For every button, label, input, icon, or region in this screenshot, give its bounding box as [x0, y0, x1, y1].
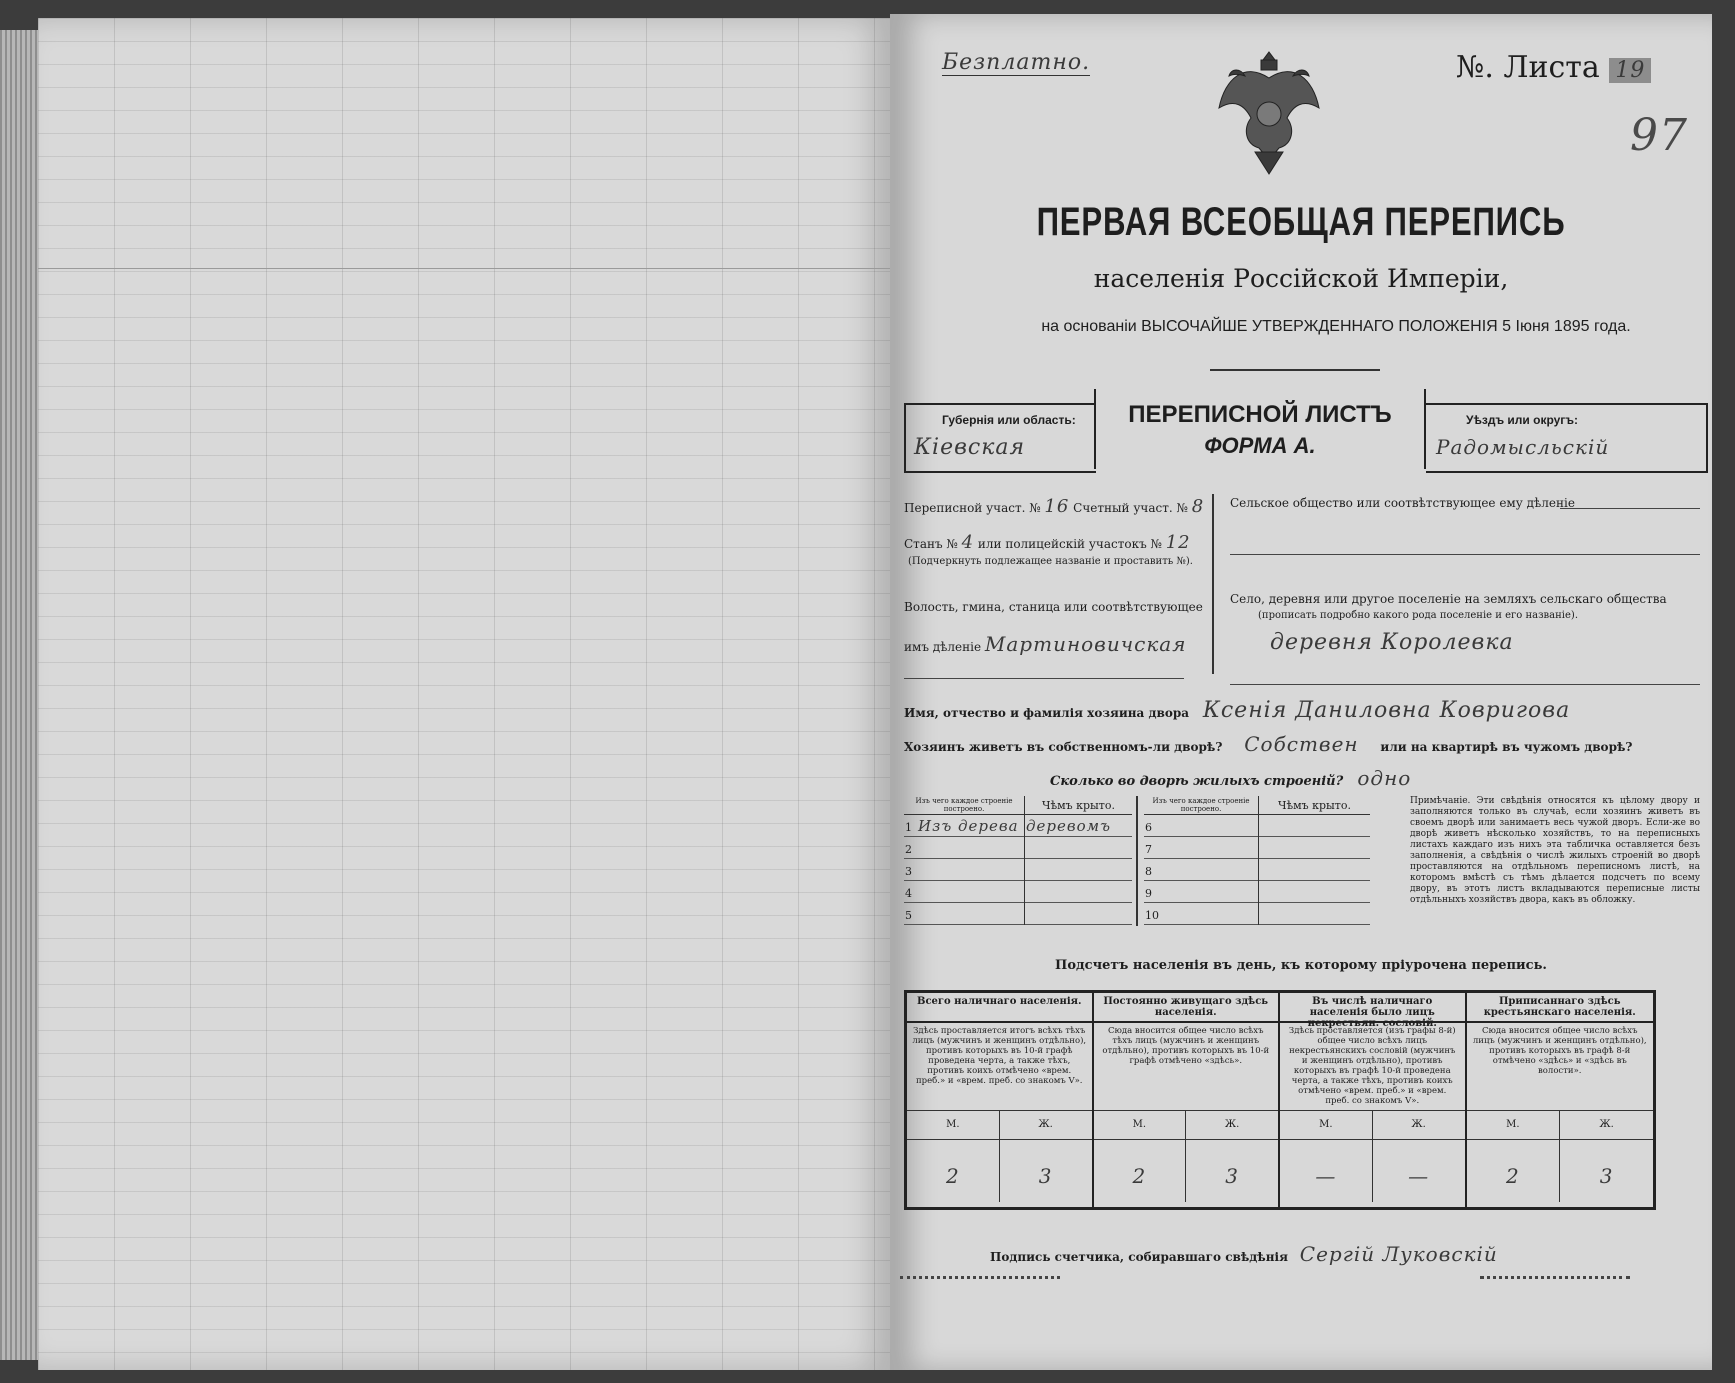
province-label: Губернія или область:: [942, 413, 1076, 427]
building-roof-value: [1259, 859, 1371, 881]
building-row-number: 6: [1145, 820, 1152, 834]
census-district-label: Переписной участ. №: [904, 501, 1041, 515]
police-value: 12: [1165, 532, 1191, 553]
female-header: Ж.: [1411, 1119, 1426, 1130]
tally-column: [1280, 993, 1467, 1207]
tally-column-description: Здѣсь проставляется (изъ графы 8-й) общее число всѣхъ лицъ некрестьянскихъ сословій (мужчинъ и женщинъ отдѣльно), противъ которыхъ въ графѣ 10-й проведена черта, а также тѣхъ, противъ коихъ отмѣчено «врем. преб.» и «врем. преб. со знакомъ V».: [1280, 1023, 1465, 1111]
building-row: [904, 881, 1132, 903]
form-title: ПЕРЕПИСНОЙ ЛИСТЪ: [1128, 401, 1392, 428]
underline-note: (Подчеркнуть подлежащее названіе и проставить №).: [908, 556, 1193, 567]
building-roof-value: [1259, 903, 1371, 925]
tally-sex-headers: [907, 1111, 1092, 1140]
double-headed-eagle-emblem: [1215, 48, 1323, 178]
building-row-number: 3: [905, 864, 912, 878]
building-roof-value: [1025, 837, 1133, 859]
owner-residence-value: Собствен: [1244, 732, 1359, 756]
building-row: [1144, 837, 1370, 859]
sheet-number-label: №. Листа: [1456, 50, 1600, 85]
tally-column-description: Здѣсь проставляется итогъ всѣхъ тѣхъ лицъ (мужчинъ и женщинъ отдѣльно), противъ которыхъ въ 10-й графѣ проведена черта, а также тѣхъ, противъ коихъ отмѣчено «врем. преб.» и «врем. преб. со знакомъ V».: [907, 1023, 1092, 1111]
female-count: 3: [1038, 1164, 1053, 1188]
form-subtitle: ФОРМА А.: [1204, 433, 1316, 458]
building-roof-value: деревомъ: [1026, 816, 1112, 835]
male-count: 2: [1467, 1140, 1561, 1202]
building-row: [904, 837, 1132, 859]
page-subtitle: населенія Россійской Имперіи,: [1093, 264, 1509, 293]
male-header: М.: [907, 1111, 1000, 1139]
province-value: Кіевская: [914, 435, 1026, 460]
female-count: —: [1408, 1164, 1430, 1188]
district-box: [1426, 403, 1708, 473]
stan-field: [904, 532, 1191, 553]
left-page: [38, 18, 890, 1370]
tally-sex-headers: [1094, 1111, 1279, 1140]
tally-column-title: Приписаннаго здѣсь крестьянскаго населенія.: [1467, 993, 1654, 1023]
male-count: 2: [1094, 1140, 1187, 1202]
printer-imprint-right: [1480, 1276, 1630, 1279]
signature-label: Подпись счетчика, собиравшаго свѣдѣнія: [990, 1250, 1288, 1264]
form-box: [904, 389, 1710, 469]
building-row-number: 9: [1145, 886, 1152, 900]
buildings-table-left: [904, 796, 1132, 925]
signature-field: [990, 1242, 1498, 1266]
tally-column-title: Въ числѣ наличнаго населенія было лицъ некрестьян. сословій.: [1280, 993, 1465, 1023]
building-row-number: 5: [905, 908, 912, 922]
left-page-faded-header: [38, 98, 890, 269]
building-material-cell: [904, 815, 1025, 837]
tally-sex-headers: [1467, 1111, 1654, 1140]
building-row: [904, 815, 1132, 837]
female-header: Ж.: [1224, 1119, 1240, 1130]
tally-column: [907, 993, 1094, 1207]
census-district-value: 16: [1044, 496, 1070, 517]
form-box-divider-left: [1094, 389, 1096, 469]
tally-sex-headers: [1280, 1111, 1465, 1140]
sheet-number: [1456, 50, 1651, 85]
building-row: [1144, 881, 1370, 903]
building-row: [904, 859, 1132, 881]
tally-table: [904, 990, 1656, 1210]
buildings-count-value: одно: [1357, 766, 1412, 790]
village-label: Село, деревня или другое поселеніе на земляхъ сельскаго общества: [1230, 592, 1667, 606]
district-label: Уѣздъ или округъ:: [1466, 413, 1579, 427]
building-material-cell: [1144, 881, 1259, 903]
buildings-table-right: [1144, 796, 1370, 925]
building-material-cell: [1144, 815, 1259, 837]
right-page: [890, 14, 1712, 1370]
stan-label: Станъ №: [904, 537, 958, 551]
roof-header: Чѣмъ крыто.: [1041, 798, 1116, 812]
building-material-value: Изъ дерева: [918, 816, 1019, 835]
building-row: [1144, 903, 1370, 925]
ornament-divider: [1210, 369, 1380, 371]
signature-value: Сергій Луковскій: [1299, 1242, 1498, 1266]
building-row: [904, 903, 1132, 925]
building-material-cell: [904, 903, 1025, 925]
society-line: [1560, 508, 1700, 509]
legal-basis: на основаніи ВЫСОЧАЙШЕ УТВЕРЖДЕННАГО ПОЛОЖЕНІЯ 5 Іюня 1895 года.: [1041, 318, 1631, 335]
tally-column-title: Всего наличнаго населенія.: [907, 993, 1092, 1023]
male-count: 2: [907, 1140, 1000, 1202]
building-roof-value: [1259, 881, 1371, 903]
free-label: Безплатно.: [942, 50, 1091, 75]
printer-imprint-left: [900, 1276, 1060, 1279]
tally-column: [1467, 993, 1654, 1207]
owner-name-value: Ксенія Даниловна Ковригова: [1202, 698, 1571, 723]
tally-values: [1280, 1140, 1465, 1202]
owner-residence-label: Хозяинъ живетъ въ собственномъ-ли дворѣ?: [904, 740, 1223, 754]
building-material-cell: [1144, 859, 1259, 881]
buildings-table-divider: [1136, 796, 1138, 926]
stan-value: 4: [961, 532, 975, 553]
male-header: М.: [1280, 1111, 1373, 1139]
owner-residence-field: [904, 732, 1704, 756]
census-district-field: [904, 496, 1204, 517]
tally-column-description: Сюда вносится общее число всѣхъ лицъ (мужчинъ и женщинъ отдѣльно), противъ которыхъ въ графѣ 8-й отмѣчено «здѣсь» и «здѣсь въ волости».: [1467, 1023, 1654, 1111]
owner-rented-label: или на квартирѣ въ чужомъ дворѣ?: [1380, 740, 1633, 754]
buildings-count-field: [1050, 766, 1650, 790]
volost-value: Мартиновичская: [984, 632, 1187, 656]
building-roof-value: [1025, 903, 1133, 925]
building-row-number: 1: [905, 820, 912, 834]
society-line-2: [1230, 554, 1700, 555]
tally-column: [1094, 993, 1281, 1207]
corner-number: 97: [1630, 110, 1688, 161]
volost-label-line-1: Волость, гмина, станица или соотвѣтствующее: [904, 600, 1203, 614]
volost-extra-line: [904, 678, 1184, 679]
owner-name-label: Имя, отчество и фамилія хозяина двора: [904, 706, 1189, 720]
building-row-number: 7: [1145, 842, 1152, 856]
tally-values: [907, 1140, 1092, 1202]
tally-values: [1467, 1140, 1654, 1202]
volost-field: [904, 632, 1186, 656]
roof-header-right: Чѣмъ крыто.: [1277, 798, 1352, 812]
district-value: Радомысльскій: [1436, 435, 1610, 459]
building-material-cell: [904, 881, 1025, 903]
female-count: 3: [1225, 1164, 1239, 1188]
female-header: Ж.: [1599, 1119, 1614, 1130]
male-count: —: [1280, 1140, 1373, 1202]
female-header: Ж.: [1038, 1119, 1053, 1130]
building-material-cell: [904, 859, 1025, 881]
count-district-value: 8: [1191, 496, 1205, 517]
building-roof-value: [1025, 859, 1133, 881]
tally-column-title: Постоянно живущаго здѣсь населенія.: [1094, 993, 1279, 1023]
village-note: (прописать подробно какого рода поселеніе и его названіе).: [1258, 610, 1578, 621]
tally-column-description: Сюда вносится общее число всѣхъ тѣхъ лицъ (мужчинъ и женщинъ отдѣльно), противъ которыхъ въ 10-й графѣ отмѣчено «здѣсь».: [1094, 1023, 1279, 1111]
volost-label-line-2: имъ дѣленіе: [904, 640, 982, 654]
tally-values: [1094, 1140, 1279, 1202]
building-roof-value: [1259, 837, 1371, 859]
building-material-cell: [904, 837, 1025, 859]
material-header-right: Изъ чего каждое строеніе построено.: [1144, 796, 1259, 815]
location-fields-divider: [1212, 494, 1214, 674]
building-row: [1144, 815, 1370, 837]
building-row-number: 2: [905, 842, 912, 856]
male-header: М.: [1094, 1111, 1187, 1139]
building-material-cell: [1144, 903, 1259, 925]
sheet-number-value: 19: [1609, 58, 1651, 83]
building-row-number: 8: [1145, 864, 1152, 878]
building-roof-value: [1259, 815, 1371, 837]
society-label: Сельское общество или соотвѣтствующее ему дѣленіе: [1230, 496, 1575, 510]
page-title: ПЕРВАЯ ВСЕОБЩАЯ ПЕРЕПИСЬ: [1036, 200, 1566, 244]
note-text: Примѣчаніе. Эти свѣдѣнія относятся къ цѣлому двору и заполняются только въ случаѣ, если хозяинъ живетъ въ своемъ дворѣ или занимаетъ весь чужой дворъ. Если-же во дворѣ живетъ нѣсколько хозяйствъ, то на переписныхъ листахъ каждаго изъ нихъ эта табличка оставляется безъ заполненія, а свѣдѣнія о числѣ жилыхъ строеній во дворѣ проставляются на отдѣльномъ переписномъ листѣ, на которомъ вмѣстѣ съ тѣмъ дѣлается подсчетъ по всему двору, въ этотъ листъ вкладываются переписные листы отдѣльныхъ хозяйствъ двора, какъ въ обложку.: [1410, 796, 1700, 905]
material-header: Изъ чего каждое строеніе построено.: [904, 796, 1025, 815]
building-material-cell: [1144, 837, 1259, 859]
owner-name-field: [904, 698, 1704, 723]
building-row-number: 4: [905, 886, 912, 900]
police-label: или полицейскій участокъ №: [977, 537, 1162, 551]
male-header: М.: [1467, 1111, 1561, 1139]
building-row: [1144, 859, 1370, 881]
tally-heading: Подсчетъ населенія въ день, къ которому пріурочена перепись.: [1055, 958, 1547, 973]
building-row-number: 10: [1145, 908, 1159, 922]
count-district-label: Счетный участ. №: [1073, 501, 1188, 515]
building-roof-value: [1025, 881, 1133, 903]
left-page-edges: [0, 30, 40, 1360]
buildings-count-label: Сколько во дворѣ жилыхъ строеній?: [1050, 774, 1344, 789]
village-value: деревня Королевка: [1270, 630, 1514, 655]
village-extra-line: [1230, 684, 1700, 685]
female-count: 3: [1599, 1164, 1614, 1188]
province-box: [904, 403, 1096, 473]
